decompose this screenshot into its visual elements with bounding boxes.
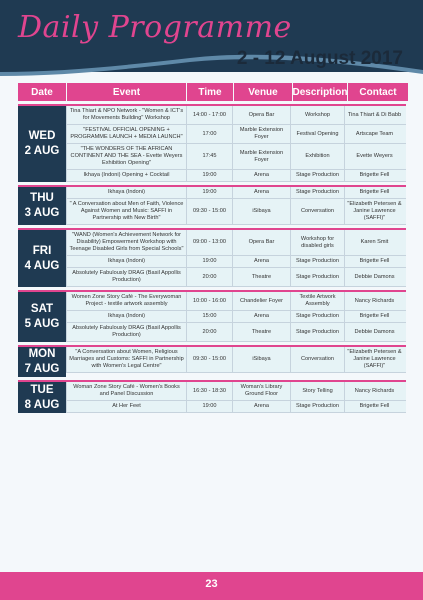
day-group: [18, 228, 406, 287]
venue-cell: Opera Bar: [232, 106, 290, 124]
table-body: [18, 104, 406, 413]
table-row: [66, 292, 406, 311]
description-cell: Exhibition: [290, 144, 344, 169]
day-group: [18, 290, 406, 342]
table-row: [66, 347, 406, 373]
description-cell: Story Telling: [290, 382, 344, 400]
time-cell: 09:30 - 15:00: [186, 347, 232, 372]
description-cell: Textile Artwork Assembly: [290, 292, 344, 310]
event-cell: At Her Feet: [66, 401, 186, 412]
day-name: WED: [28, 130, 56, 142]
contact-cell: "Elizabeth Petersen & Janine Lawrence (SAFFI)": [344, 347, 404, 372]
contact-cell: Artscape Team: [344, 125, 404, 143]
event-cell: Women Zone Story Café - The Everywoman Project - textile artwork assembly: [66, 292, 186, 310]
day-cell: [18, 347, 66, 377]
venue-cell: iSibaya: [232, 347, 290, 372]
description-cell: Stage Production: [290, 311, 344, 322]
day-name: THU: [30, 192, 54, 204]
contact-cell: Brigette Fell: [344, 187, 404, 198]
venue-cell: Chandelier Foyer: [232, 292, 290, 310]
column-header: Time: [187, 83, 233, 101]
table-row: [66, 382, 406, 401]
table-row: [66, 106, 406, 125]
table-row: [66, 230, 406, 256]
time-cell: 20:00: [186, 323, 232, 341]
event-cell: Absolutely Fabulously DRAG (Basil Appollis Production): [66, 323, 186, 341]
description-cell: Conversation: [290, 199, 344, 224]
day-date: 3 AUG: [24, 207, 60, 219]
time-cell: 20:00: [186, 268, 232, 286]
table-row: [66, 256, 406, 268]
time-cell: 15:00: [186, 311, 232, 322]
day-cell: [18, 382, 66, 413]
day-group: [18, 345, 406, 377]
contact-cell: Nancy Richards: [344, 292, 404, 310]
time-cell: 17:00: [186, 125, 232, 143]
time-cell: 19:00: [186, 256, 232, 267]
venue-cell: Woman's Library Ground Floor: [232, 382, 290, 400]
time-cell: 17:45: [186, 144, 232, 169]
time-cell: 14:00 - 17:00: [186, 106, 232, 124]
venue-cell: Marble Extension Foyer: [232, 125, 290, 143]
event-cell: Tina Thiart & NPO Network - "Women & ICT's for Movements Building" Workshop: [66, 106, 186, 124]
description-cell: Stage Production: [290, 256, 344, 267]
table-row: [66, 268, 406, 287]
day-cell: [18, 230, 66, 287]
column-header: Contact: [348, 83, 408, 101]
day-group: [18, 104, 406, 182]
event-cell: "THE WONDERS OF THE AFRICAN CONTINENT AND THE SEA - Evette Weyers Exhibition Opening": [66, 144, 186, 169]
day-date: 4 AUG: [24, 259, 60, 272]
description-cell: Stage Production: [290, 323, 344, 341]
column-header: Event: [67, 83, 186, 101]
time-cell: 09:30 - 15:00: [186, 199, 232, 224]
contact-cell: Brigette Fell: [344, 311, 404, 322]
event-cell: Ikhaya (Indoni) Opening + Cocktail: [66, 170, 186, 181]
contact-cell: Brigette Fell: [344, 401, 404, 412]
day-name: TUE: [30, 383, 54, 396]
venue-cell: iSibaya: [232, 199, 290, 224]
page-title: Daily Programme: [18, 10, 292, 45]
time-cell: 10:00 - 16:00: [186, 292, 232, 310]
table-header: [18, 83, 406, 101]
contact-cell: Debbie Damons: [344, 323, 404, 341]
column-header: Date: [18, 83, 66, 101]
table-row: [66, 144, 406, 170]
venue-cell: Theatre: [232, 323, 290, 341]
table-row: [66, 199, 406, 225]
time-cell: 19:00: [186, 401, 232, 412]
contact-cell: Debbie Damons: [344, 268, 404, 286]
description-cell: Conversation: [290, 347, 344, 372]
day-name: MON: [28, 348, 56, 360]
description-cell: Stage Production: [290, 170, 344, 181]
day-date: 2 AUG: [24, 145, 60, 157]
venue-cell: Arena: [232, 256, 290, 267]
day-group: [18, 185, 406, 225]
day-group: [18, 380, 406, 413]
event-cell: Woman Zone Story Café - Women's Books and Panel Discussion: [66, 382, 186, 400]
table-row: [66, 323, 406, 342]
table-row: [66, 187, 406, 199]
day-date: 8 AUG: [24, 398, 60, 411]
description-cell: Stage Production: [290, 268, 344, 286]
description-cell: Festival Opening: [290, 125, 344, 143]
description-cell: Workshop: [290, 106, 344, 124]
venue-cell: Arena: [232, 401, 290, 412]
date-range: 2 - 12 August 2017: [236, 48, 403, 69]
table-row: [66, 401, 406, 413]
day-cell: [18, 187, 66, 225]
table-row: [66, 125, 406, 144]
time-cell: 09:00 - 13:00: [186, 230, 232, 255]
venue-cell: Arena: [232, 187, 290, 198]
contact-cell: Nancy Richards: [344, 382, 404, 400]
event-cell: "FESTIVAL OFFICIAL OPENING + PROGRAMME LAUNCH + MEDIA LAUNCH": [66, 125, 186, 143]
time-cell: 19:00: [186, 170, 232, 181]
column-header: Description: [293, 83, 347, 101]
day-name: SAT: [30, 303, 54, 315]
day-name: FRI: [32, 244, 52, 257]
description-cell: Stage Production: [290, 187, 344, 198]
event-cell: Ikhaya (Indoni): [66, 256, 186, 267]
table-row: [66, 170, 406, 182]
contact-cell: Tina Thiart & Di Babb: [344, 106, 404, 124]
day-date: 7 AUG: [24, 363, 60, 375]
venue-cell: Arena: [232, 311, 290, 322]
contact-cell: "Elizabeth Petersen & Janine Lawrence (SAFFI)": [344, 199, 404, 224]
day-cell: [18, 292, 66, 342]
event-cell: Absolutely Fabulously DRAG (Basil Appollis Production): [66, 268, 186, 286]
event-cell: Ikhaya (Indoni): [66, 187, 186, 198]
day-date: 5 AUG: [24, 318, 60, 330]
venue-cell: Arena: [232, 170, 290, 181]
contact-cell: Brigette Fell: [344, 256, 404, 267]
programme-table: [18, 83, 406, 413]
page-number: 23: [205, 578, 218, 590]
time-cell: 19:00: [186, 187, 232, 198]
contact-cell: Brigette Fell: [344, 170, 404, 181]
event-cell: "A Conversation about Women, Religious Marriages and Customs: SAFFI in Partnership with Women's Legal Centre": [66, 347, 186, 372]
description-cell: Stage Production: [290, 401, 344, 412]
venue-cell: Marble Extension Foyer: [232, 144, 290, 169]
venue-cell: Theatre: [232, 268, 290, 286]
day-cell: [18, 106, 66, 182]
venue-cell: Opera Bar: [232, 230, 290, 255]
description-cell: Workshop for disabled girls: [290, 230, 344, 255]
event-cell: " A Conversation about Men of Faith, Violence Against Women and Music: SAFFI in Partnership with New Birth": [66, 199, 186, 224]
event-cell: Ikhaya (Indoni): [66, 311, 186, 322]
event-cell: "WAND (Women's Achievement Network for Disability) Empowerment Workshop with Teenage Disabled Girls from Special Schools": [66, 230, 186, 255]
column-header: Venue: [234, 83, 292, 101]
contact-cell: Evette Weyers: [344, 144, 404, 169]
table-row: [66, 311, 406, 323]
contact-cell: Karen Smit: [344, 230, 404, 255]
time-cell: 16:30 - 18:30: [186, 382, 232, 400]
